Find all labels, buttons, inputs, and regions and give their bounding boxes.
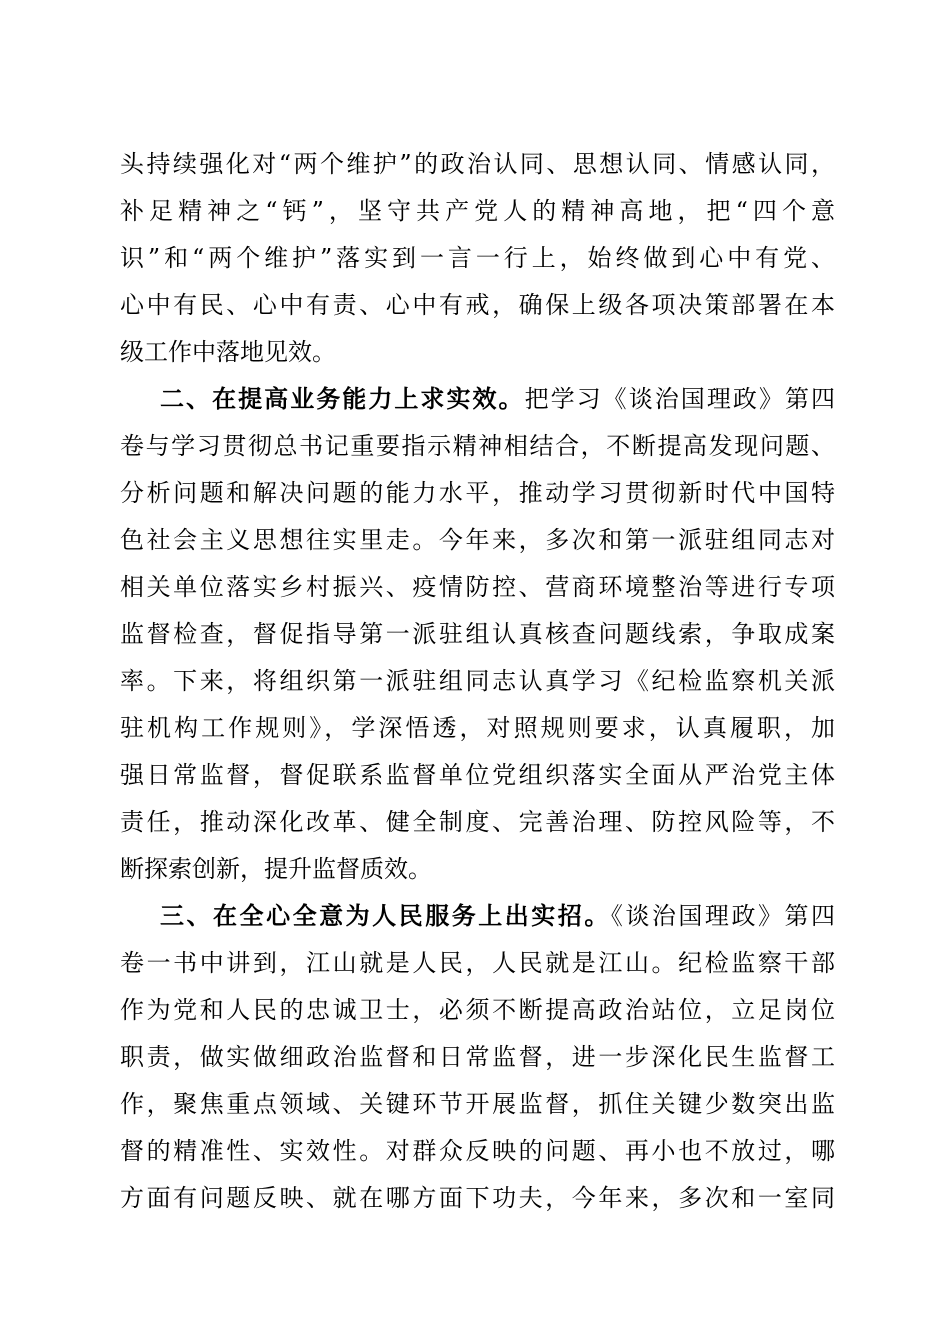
section-2-line-3: 分析问题和解决问题的能力水平，推动学习贯彻新时代中国特 — [120, 479, 835, 507]
section-3-heading: 三、在全心全意为人民服务上出实招。 — [160, 901, 611, 930]
paragraph-1-line-1: 头持续强化对“两个维护”的政治认同、思想认同、情感认同， — [120, 150, 835, 178]
section-2-line-6: 监督检查，督促指导第一派驻组认真核查问题线索，争取成案 — [120, 620, 835, 648]
section-3-line-7: 方面有问题反映、就在哪方面下功夫，今年来，多次和一室同 — [120, 1184, 835, 1212]
section-3-line-4: 职责，做实做细政治监督和日常监督，进一步深化民生监督工 — [120, 1043, 835, 1071]
section-2-line-8: 驻机构工作规则》，学深悟透，对照规则要求，认真履职，加 — [120, 714, 835, 742]
paragraph-1-line-3: 识”和“两个维护”落实到一言一行上，始终做到心中有党、 — [120, 244, 835, 272]
section-3-first-line — [160, 896, 835, 936]
section-2-heading: 二、在提高业务能力上求实效。 — [160, 384, 525, 413]
section-2-line-11: 断探索创新，提升监督质效。 — [120, 855, 432, 883]
paragraph-1-line-4: 心中有民、心中有责、心中有戒，确保上级各项决策部署在本 — [120, 291, 835, 319]
section-3-line-2: 卷一书中讲到，江山就是人民，人民就是江山。纪检监察干部 — [120, 949, 835, 977]
section-3-line-5: 作，聚焦重点领域、关键环节开展监督，抓住关键少数突出监 — [120, 1090, 835, 1118]
section-3-line-3: 作为党和人民的忠诚卫士，必须不断提高政治站位，立足岗位 — [120, 996, 835, 1024]
section-2-line-2: 卷与学习贯彻总书记重要指示精神相结合，不断提高发现问题、 — [120, 432, 835, 460]
section-2-line-4: 色社会主义思想往实里走。今年来，多次和第一派驻组同志对 — [120, 526, 835, 554]
section-2-first-line — [160, 379, 835, 419]
section-2-line-9: 强日常监督，督促联系监督单位党组织落实全面从严治党主体 — [120, 761, 835, 789]
section-3-line-6: 督的精准性、实效性。对群众反映的问题、再小也不放过，哪 — [120, 1137, 835, 1165]
paragraph-1-line-2: 补足精神之“钙”，坚守共产党人的精神高地，把“四个意 — [120, 197, 835, 225]
section-2-line-7: 率。下来，将组织第一派驻组同志认真学习《纪检监察机关派 — [120, 667, 835, 695]
section-2-line-5: 相关单位落实乡村振兴、疫情防控、营商环境整治等进行专项 — [120, 573, 835, 601]
section-2-first-line-text: 把学习《谈治国理政》第四 — [524, 385, 836, 413]
paragraph-1-line-5: 级工作中落地见效。 — [120, 338, 336, 366]
section-3-first-line-text: 《谈治国理政》第四 — [610, 902, 836, 930]
section-2-line-10: 责任，推动深化改革、健全制度、完善治理、防控风险等，不 — [120, 808, 835, 836]
